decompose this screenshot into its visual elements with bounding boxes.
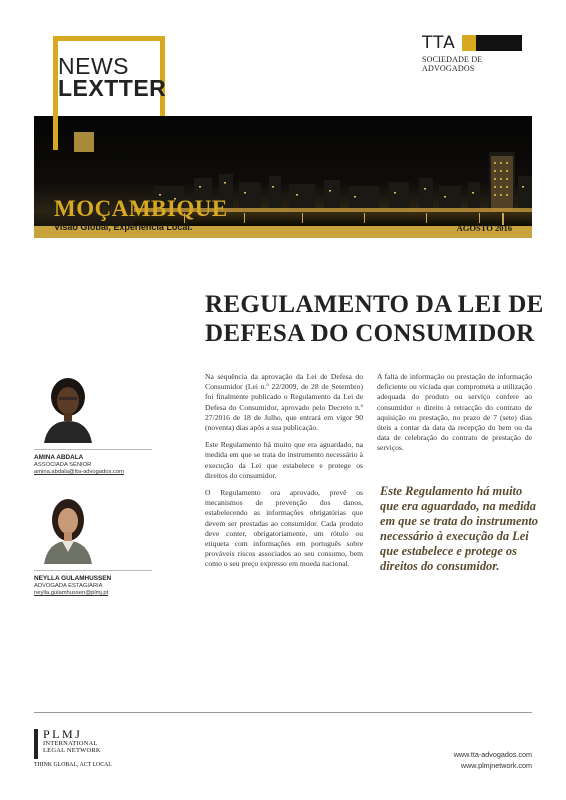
newsletter-title — [58, 55, 166, 99]
author-role: ADVOGADA ESTAGIÁRIA — [34, 583, 103, 589]
banner-tagline: Visão Global, Experiência Local. — [54, 222, 193, 232]
plmj-tagline: THINK GLOBAL, ACT LOCAL — [34, 762, 112, 768]
article-column-1 — [205, 372, 363, 577]
author-card — [34, 373, 160, 475]
banner-gold-square — [74, 132, 94, 152]
tta-logo-subtitle: SOCIEDADE DE ADVOGADOS — [422, 55, 483, 73]
website-link-tta[interactable]: www.tta-advogados.com — [453, 750, 532, 759]
plmj-logo-text — [43, 728, 101, 754]
author-divider — [34, 449, 152, 450]
article-paragraph: Este Regulamento há muito que era aguardado, na medida em que se trata do instrumento necessário à execução da Lei que estabelece e protege os direitos do consumidor. — [205, 440, 363, 480]
tta-logo-black-block — [476, 35, 522, 51]
author-role: ASSOCIADA SÉNIOR — [34, 462, 92, 468]
article-paragraph: A falta de informação ou prestação de informação deficiente ou viciada que comprometa a utilização adequada do produto ou serviço confere ao consumidor o direito à retracção do contrato de aquisição ou prestação, no prazo de 7 (sete) dias úteis a contar da data da recepção do bem ou da data de celebração do contrato de prestação de serviços. — [377, 372, 532, 453]
website-link-plmj[interactable]: www.plmjnetwork.com — [460, 761, 532, 770]
tta-logo — [422, 33, 534, 73]
footer-websites — [454, 749, 532, 771]
plmj-name: PLMJ — [43, 727, 83, 741]
newsletter-title-line1: NEWS — [58, 53, 129, 79]
author-photo — [38, 494, 98, 564]
article-column-2 — [377, 372, 532, 461]
author-email-link[interactable]: neylla.gulamhussen@plmj.pt — [34, 590, 109, 596]
author-photo — [38, 373, 98, 443]
plmj-line-international: INTERNATIONAL — [43, 740, 98, 747]
tta-logo-text: TTA — [422, 33, 456, 53]
city-banner — [34, 116, 532, 238]
author-divider — [34, 570, 152, 571]
tta-logo-gold-block — [462, 35, 476, 51]
banner-date: AGOSTO 2016 — [456, 223, 512, 233]
banner-country-title: MOÇAMBIQUE — [54, 196, 228, 221]
article-title: REGULAMENTO DA LEI DE DEFESA DO CONSUMIDOR — [205, 291, 544, 347]
pull-quote: Este Regulamento há muito que era aguardado, na medida em que se trata do instrumento necessário à execução da Lei que estabelece e protege os direitos do consumidor. — [380, 484, 538, 573]
banner-gold-frame-edge — [53, 116, 58, 150]
author-email-link[interactable]: amina.abdala@tta-advogados.com — [34, 469, 124, 475]
article-paragraph: Na sequência da aprovação da Lei de Defesa do Consumidor (Lei n.º 22/2009, de 28 de Setembro) foi finalmente publicado o Regulamento da Lei de Defesa do Consumidor, aprovado pelo Decreto n.º 27/2016 de 18 de Julho, que entrará em vigor 90 (noventa) dias após a sua publicação. — [205, 372, 363, 433]
newsletter-title-line2: LEXTTER — [58, 75, 167, 101]
plmj-line-legal-network: LEGAL NETWORK — [43, 747, 101, 754]
author-card — [34, 494, 160, 596]
author-name: AMINA ABDALA — [34, 454, 84, 461]
author-name: NEYLLA GULAMHUSSEN — [34, 575, 112, 582]
plmj-logo-bar — [34, 729, 38, 759]
article-paragraph: O Regulamento ora aprovado, prevê os mecanismos de prevenção dos danos, estabelecendo as informações obrigatórias que devem ser prestadas ao consumidor. Cada produto deve conter, obrigatoriamente, um rótulo ou etiqueta com informações em português sobre prováveis riscos associados ao seu consumo, bem como o seu preço expresso em moeda nacional. — [205, 488, 363, 569]
footer-divider — [34, 712, 532, 713]
